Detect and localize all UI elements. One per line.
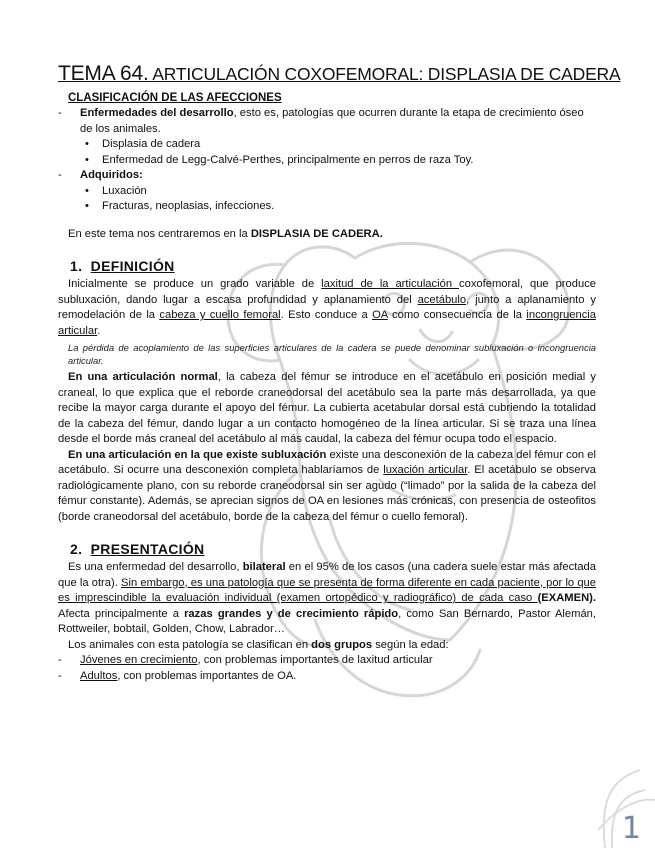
dev-sublist — [80, 137, 596, 168]
focus-paragraph: En este tema nos centraremos en la DISPLASIA DE CADERA. — [68, 227, 383, 240]
list-item: - Adultos, con problemas importantes de OA. — [58, 669, 596, 685]
list-item — [58, 168, 596, 215]
section-heading-presentacion: 2. PRESENTACIÓN — [70, 541, 205, 557]
list-item: • Enfermedad de Legg-Calvé-Perthes, principalmente en perros de raza Toy. — [80, 153, 596, 169]
acq-sublist — [80, 184, 596, 215]
groups-list — [58, 653, 596, 684]
definition-paragraph-3: En una articulación en la que existe subluxación existe una desconexión de la cabeza del fémur con el acetábulo. Si ocurre una desconexión completa hablaríamos de luxación articular. El acetábulo se observa radiológicamente plano, con su reborde craneodorsal sin ser agudo (“limado” por la salida de la cabeza del fémur constante). Además, se aprecian signos de OA en lesiones más crónicas, con presencia de osteofitos (borde craneodorsal del acetábulo, borde de la cabeza del fémur o cuello femoral). — [58, 448, 597, 523]
presentation-paragraph-1: Es una enfermedad del desarrollo, bilateral en el 95% de los casos (una cadera suele estar más afectada que la otra). Sin embargo, es una patología que se presenta de forma diferente en cada paciente, por lo que es imprescindible la evaluación individual (examen ortopédico y radiográfico) de cada caso (EXAMEN). Afecta principalmente a razas grandes y de crecimiento rápido, como San Bernardo, Pastor Alemán, Rottweiler, bobtail, Golden, Chow, Labrador… — [58, 561, 596, 635]
classification-heading: CLASIFICACIÓN DE LAS AFECCIONES — [68, 92, 282, 104]
definition-paragraph-1: Inicialmente se produce un grado variable de laxitud de la articulación coxofemoral, que produce subluxación, dando lugar a escasa profundidad y aplanamiento del acetábulo, junto a aplanamiento y remodelación de la cabeza y cuello femoral. Esto conduce a OA como consecuencia de la incongruencia articular. — [58, 278, 597, 337]
list-item: • Luxación — [80, 184, 596, 200]
page-title — [58, 62, 621, 86]
classification-list — [58, 106, 596, 215]
section-heading-definicion: 1. DEFINICIÓN — [70, 258, 175, 274]
presentation-paragraph-2: Los animales con esta patología se clasifican en dos grupos según la edad: — [68, 638, 449, 651]
page-number: 1 — [621, 811, 641, 846]
list-item: • Displasia de cadera — [80, 137, 596, 153]
list-item: • Fracturas, neoplasias, infecciones. — [80, 199, 596, 215]
title-number: TEMA 64. — [58, 62, 149, 85]
acq-label: Adquiridos: — [80, 169, 143, 181]
dev-text: , esto es, patologías que ocurren durante la etapa de crecimiento óseo de los animales. — [80, 107, 584, 135]
dev-label: Enfermedades del desarrollo — [80, 107, 234, 119]
definition-note: La pérdida de acoplamiento de las superficies articulares de la cadera se puede denominar subluxación o incongruencia articular. — [68, 342, 596, 366]
title-text: ARTICULACIÓN COXOFEMORAL: DISPLASIA DE CADERA — [152, 64, 621, 84]
list-item: - Jóvenes en crecimiento, con problemas importantes de laxitud articular — [58, 653, 596, 669]
definition-paragraph-2: En una articulación normal, la cabeza del fémur se introduce en el acetábulo en posición medial y craneal, lo que explica que el reborde craneodorsal del acetábulo sea la parte más desarrollada, ya que recibe la mayor carga durante el apoyo del fémur. La cubierta acetabular dorsal está cubriendo la totalidad de la cabeza del fémur, dando lugar a un contacto homogéneo de la línea articular. Si se traza una línea desde el borde más craneal del acetábulo al más caudal, la cabeza del fémur ocupa todo el espacio. — [58, 371, 596, 445]
list-item — [58, 106, 596, 168]
page-content — [58, 62, 621, 684]
